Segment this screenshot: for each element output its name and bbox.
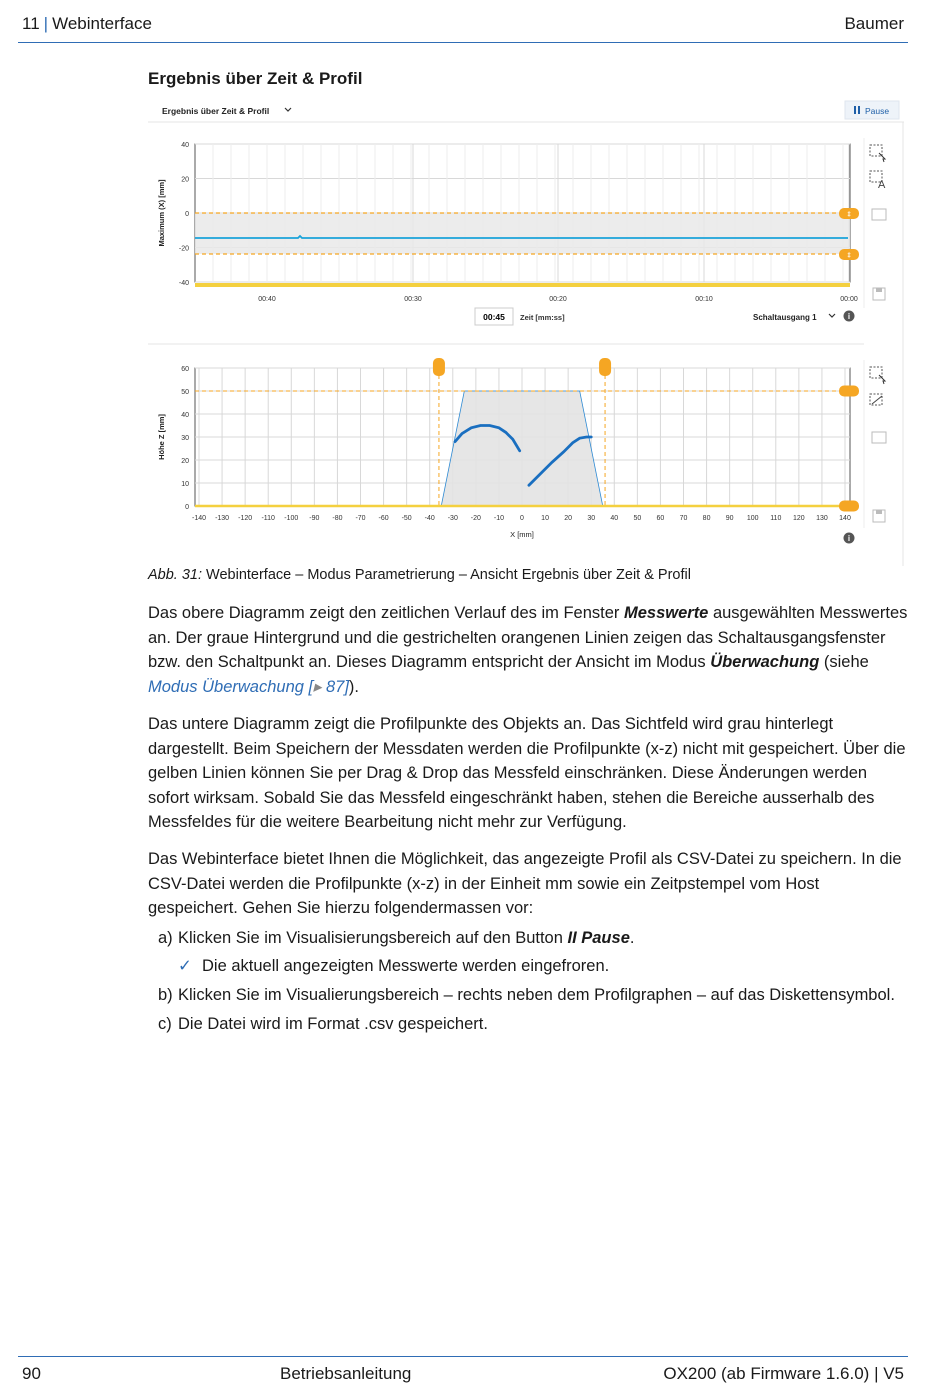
x-tick-label: 70 bbox=[679, 515, 688, 522]
fullscreen-icon[interactable] bbox=[872, 209, 886, 220]
list-key: a) bbox=[158, 929, 173, 947]
y-tick-label: 40 bbox=[181, 412, 189, 419]
y-tick-label: 20 bbox=[181, 176, 189, 184]
text: . bbox=[629, 929, 635, 947]
time-chart bbox=[157, 142, 859, 303]
text: Klicken Sie im Visualisierungsbereich auf den Button bbox=[178, 929, 568, 947]
y-tick-label: 40 bbox=[181, 142, 189, 149]
x-tick-label: 80 bbox=[702, 515, 711, 522]
limit-handle[interactable] bbox=[433, 358, 445, 376]
paragraph-3 bbox=[148, 847, 908, 921]
chapter-heading bbox=[22, 14, 152, 34]
emphasis: Messwerte bbox=[623, 604, 709, 622]
section-title: Ergebnis über Zeit & Profil bbox=[148, 69, 363, 88]
list-key: b) bbox=[158, 986, 173, 1004]
y-tick-label: 20 bbox=[181, 458, 189, 465]
chapter-title: Webinterface bbox=[52, 14, 152, 33]
x-tick-label: 20 bbox=[564, 515, 573, 522]
page-number: 90 bbox=[22, 1364, 41, 1383]
x-tick-label: 140 bbox=[839, 515, 851, 522]
y-tick-label: 30 bbox=[181, 435, 189, 442]
floppy-disk-icon[interactable] bbox=[873, 510, 885, 522]
x-tick-label: -30 bbox=[447, 515, 458, 522]
x-tick-label: -20 bbox=[470, 515, 481, 522]
document-type: Betriebsanleitung bbox=[280, 1364, 412, 1383]
x-tick-label: -50 bbox=[401, 515, 412, 522]
caption-text: Webinterface – Modus Parametrierung – Ansicht Ergebnis über Zeit & Profil bbox=[202, 567, 691, 583]
checkmark-icon: ✓ bbox=[178, 956, 192, 975]
time-value: 00:45 bbox=[483, 312, 505, 322]
figure-caption bbox=[148, 567, 691, 583]
text: Klicken Sie im Visualierungsbereich – rechts neben dem Profilgraphen – auf das Diskettensymbol. bbox=[178, 986, 895, 1004]
y-axis-label: Maximum (X) [mm] bbox=[157, 179, 166, 247]
x-tick-label: 30 bbox=[587, 515, 596, 522]
x-tick-label: 00:00 bbox=[840, 296, 858, 303]
x-tick-label: -40 bbox=[424, 515, 435, 522]
window-handle-bottom[interactable] bbox=[839, 249, 859, 260]
result-item bbox=[148, 954, 908, 979]
x-tick-label: 10 bbox=[541, 515, 549, 522]
emphasis: II Pause bbox=[567, 929, 630, 947]
x-tick-label: 50 bbox=[633, 515, 642, 522]
profile-chart bbox=[157, 358, 859, 539]
x-tick-label: -120 bbox=[238, 515, 253, 522]
paragraph-text: Das untere Diagramm zeigt die Profilpunkte des Objekts an. Das Sichtfeld wird grau hinterlegt dargestellt. Beim Speichern der Messdaten werden die Profilpunkte (x-z) nicht mit gespeichert. Über die gelben Linien können Sie per Drag & Drop das Messfeld einschränken. Diese Änderungen werden sofort wirksam. Sobald Sie das Messfeld eingeschränkt haben, stehen die Bereiche ausserhalb des Messfeldes für die weitere Bearbeitung nicht mehr zur Verfügung. bbox=[148, 715, 906, 831]
limit-handle[interactable] bbox=[839, 386, 859, 397]
emphasis: Überwachung bbox=[710, 653, 820, 671]
pause-label: Pause bbox=[865, 106, 890, 116]
text: Die Datei wird im Format .csv gespeichert. bbox=[178, 1014, 488, 1033]
info-icon[interactable] bbox=[844, 311, 855, 322]
svg-text:i: i bbox=[847, 534, 851, 543]
x-tick-label: 60 bbox=[656, 515, 665, 522]
limit-handle[interactable] bbox=[839, 501, 859, 512]
x-tick-label: -80 bbox=[332, 515, 343, 522]
selection-cursor-icon[interactable] bbox=[870, 367, 885, 384]
info-icon[interactable] bbox=[844, 533, 855, 544]
x-tick-label: -130 bbox=[215, 515, 230, 522]
x-tick-label: 130 bbox=[816, 515, 828, 522]
y-axis-label: Höhe Z [mm] bbox=[157, 414, 166, 460]
limit-handle[interactable] bbox=[599, 358, 611, 376]
paragraph-1 bbox=[148, 601, 908, 699]
list-item bbox=[148, 1012, 908, 1037]
window-handle-top[interactable] bbox=[839, 208, 859, 219]
x-tick-label: -90 bbox=[309, 515, 320, 522]
y-tick-label: -40 bbox=[178, 280, 189, 287]
product-name: OX200 (ab Firmware 1.6.0) | V5 bbox=[663, 1364, 904, 1383]
chapter-number: 11 bbox=[22, 14, 40, 33]
x-tick-label: -110 bbox=[261, 515, 275, 522]
caption-prefix: Abb. 31: bbox=[148, 567, 203, 583]
x-tick-label: 40 bbox=[610, 515, 619, 522]
view-dropdown[interactable]: Ergebnis über Zeit & Profil bbox=[162, 106, 270, 116]
x-tick-label: 0 bbox=[520, 515, 524, 522]
floppy-disk-icon[interactable] bbox=[873, 288, 885, 300]
x-tick-label: -100 bbox=[284, 515, 299, 522]
x-tick-label: 90 bbox=[725, 515, 734, 522]
y-tick-label: 0 bbox=[185, 211, 189, 218]
paragraph-2 bbox=[148, 712, 908, 835]
list-item bbox=[148, 926, 908, 951]
output-dropdown[interactable]: Schaltausgang 1 bbox=[753, 313, 817, 322]
svg-text:i: i bbox=[847, 312, 851, 321]
x-tick-label: 00:10 bbox=[695, 296, 713, 303]
page-header bbox=[18, 14, 908, 43]
instruction-list bbox=[148, 926, 908, 1036]
x-axis-label: X [mm] bbox=[510, 530, 534, 539]
y-tick-label: 10 bbox=[181, 481, 189, 488]
x-tick-label: 00:30 bbox=[404, 296, 422, 303]
field-of-view bbox=[441, 391, 603, 506]
y-tick-label: 60 bbox=[181, 366, 189, 373]
text: (siehe bbox=[819, 653, 869, 671]
cross-reference-link[interactable]: Modus Überwachung [▸ 87] bbox=[148, 677, 349, 696]
list-item bbox=[148, 983, 908, 1008]
list-key: c) bbox=[158, 1014, 172, 1033]
webinterface-screenshot bbox=[148, 98, 904, 566]
x-tick-label: 00:40 bbox=[258, 296, 276, 303]
svg-text:⇕: ⇕ bbox=[846, 252, 852, 260]
x-tick-label: 120 bbox=[793, 515, 805, 522]
x-tick-label: -10 bbox=[493, 515, 504, 522]
autoscale-icon[interactable] bbox=[870, 394, 882, 405]
svg-text:⇕: ⇕ bbox=[846, 211, 852, 219]
chevron-down-icon bbox=[829, 314, 835, 317]
selection-cursor-icon[interactable] bbox=[870, 145, 885, 162]
pause-button[interactable] bbox=[845, 101, 899, 119]
fullscreen-icon[interactable] bbox=[872, 432, 886, 443]
x-tick-label: 100 bbox=[746, 515, 759, 522]
x-tick-label: -60 bbox=[378, 515, 389, 522]
pause-icon bbox=[854, 106, 856, 114]
page-footer bbox=[18, 1356, 908, 1387]
text: ). bbox=[348, 677, 360, 696]
svg-text:A: A bbox=[878, 179, 886, 191]
y-tick-label: 50 bbox=[181, 389, 189, 396]
header-separator: | bbox=[43, 14, 49, 33]
text: ausgewählten Messwertes an. Der graue Hintergrund und die gestrichelten orangenen Linien zeigen das Schaltausgangsfenster bzw. den Schaltpunkt an. Dieses Diagramm entspricht der Ansicht im Modus bbox=[148, 604, 908, 671]
x-tick-label: 110 bbox=[770, 515, 782, 522]
switching-window bbox=[195, 213, 850, 254]
x-tick-label: -70 bbox=[355, 515, 366, 522]
autoscale-icon[interactable] bbox=[870, 171, 886, 191]
paragraph-text: Das Webinterface bietet Ihnen die Möglichkeit, das angezeigte Profil als CSV-Datei zu speichern. In die CSV-Datei werden die Profilpunkte (x-z) in der Einheit mm sowie ein Zeitpstempel vom Host gespeichert. Gehen Sie hierzu folgendermassen vor: bbox=[148, 850, 902, 917]
brand-name: Baumer bbox=[844, 14, 904, 33]
time-label: Zeit [mm:ss] bbox=[520, 313, 565, 322]
text: Die aktuell angezeigten Messwerte werden eingefroren. bbox=[202, 956, 610, 975]
x-tick-label: -140 bbox=[191, 515, 207, 522]
text: Das obere Diagramm zeigt den zeitlichen Verlauf des im Fenster bbox=[148, 604, 624, 622]
y-tick-label: 0 bbox=[185, 504, 189, 511]
x-tick-label: 00:20 bbox=[549, 296, 567, 303]
y-tick-label: -20 bbox=[178, 245, 189, 253]
